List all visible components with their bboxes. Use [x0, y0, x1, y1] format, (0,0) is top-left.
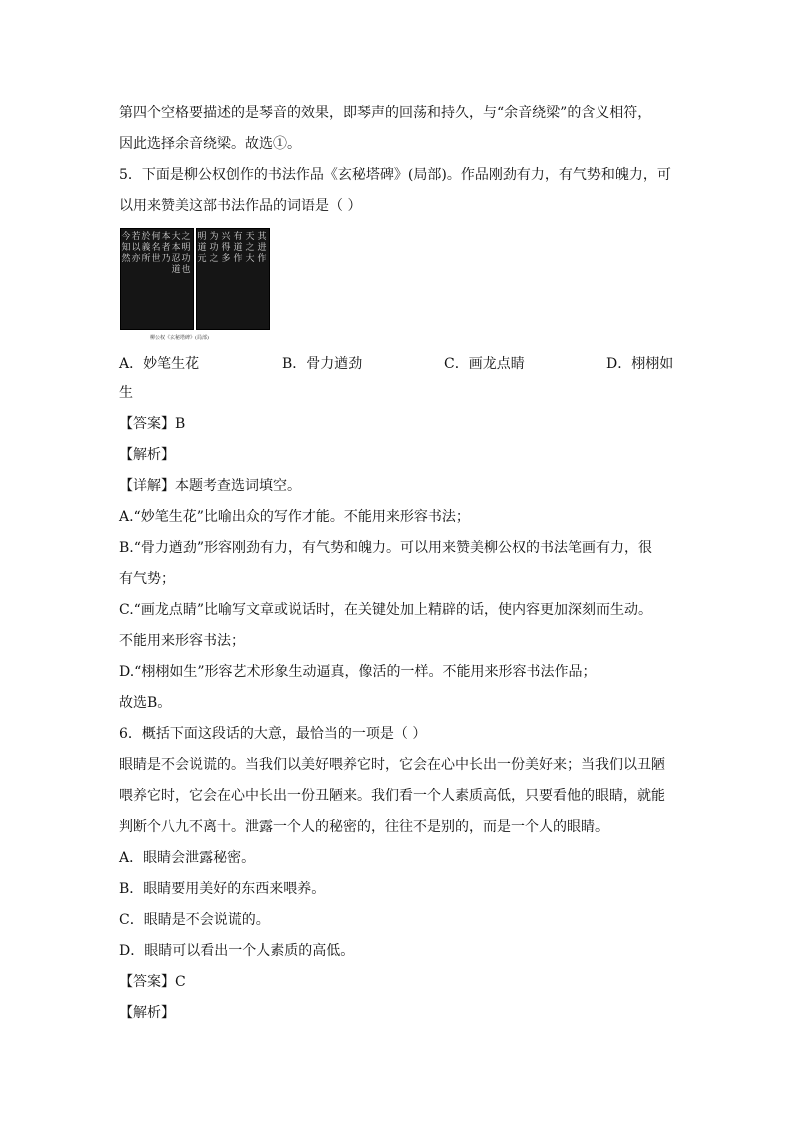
passage-line: 判断个八九不离十。泄露一个人的秘密的，往往不是别的，而是一个人的眼睛。 — [119, 819, 609, 835]
figure-caption: 柳公权《玄秘塔碑》(局部) — [150, 335, 209, 341]
option-c: C．画龙点睛 — [444, 356, 525, 372]
question-5-stem-cont: 以用来赞美这部书法作品的词语是（ ） — [119, 198, 362, 214]
answer-label: 【答案】C — [119, 974, 186, 990]
detail-line: C.“画龙点睛”比喻写文章或说话时，在关键处加上精辟的话，使内容更加深刻而生动。 — [119, 602, 652, 618]
rubbing-column: 若以亦 — [131, 232, 141, 264]
question-6-stem: 6．概括下面这段话的大意，最恰当的一项是（ ） — [119, 726, 427, 742]
detail-line: B.“骨力遒劲”形容刚劲有力，有气势和魄力。可以用来赞美柳公权的书法笔画有力，很 — [119, 540, 653, 556]
detail-line: A.“妙笔生花”比喻出众的写作才能。不能用来形容书法； — [119, 509, 470, 525]
passage-line: 眼睛是不会说谎的。当我们以美好喂养它时，它会在心中长出一份美好来；当我们以丑陋 — [119, 757, 665, 773]
rubbing-column: 何名世 — [151, 232, 161, 264]
option-b: B．眼睛要用美好的东西来喂养。 — [119, 881, 326, 897]
text-line: 因此选择余音绕梁。故选①。 — [119, 136, 301, 152]
rubbing-column: 有道作 — [233, 232, 243, 264]
option-b: B．骨力遒劲 — [282, 356, 363, 372]
rubbing-column: 兴得多 — [221, 232, 231, 264]
option-d-wrap: 生 — [119, 385, 133, 401]
calligraphy-rubbing-right — [196, 228, 270, 330]
rubbing-column: 今知然 — [121, 232, 131, 264]
option-d: D．栩栩如 — [606, 356, 674, 372]
rubbing-column: 本者乃 — [161, 232, 171, 264]
rubbing-column: 天之大 — [245, 232, 255, 264]
answer-label: 【答案】B — [119, 416, 186, 432]
option-c: C．眼睛是不会说谎的。 — [119, 912, 270, 928]
detail-line: 有气势； — [119, 571, 175, 587]
rubbing-column: 於義所 — [141, 232, 151, 264]
rubbing-column: 之明功也 — [181, 232, 191, 275]
analysis-label: 【解析】 — [119, 1005, 175, 1021]
rubbing-column: 大本忍道 — [171, 232, 181, 275]
rubbing-column: 明道元 — [197, 232, 207, 264]
option-a: A．眼睛会泄露秘密。 — [119, 850, 256, 866]
calligraphy-image — [120, 228, 272, 348]
rubbing-column: 为功之 — [209, 232, 219, 264]
rubbing-column: 其进作 — [257, 232, 267, 264]
detail-line: D.“栩栩如生”形容艺术形象生动逼真，像活的一样。不能用来形容书法作品； — [119, 664, 597, 680]
option-a: A．妙笔生花 — [119, 356, 200, 372]
analysis-label: 【解析】 — [119, 447, 175, 463]
detail-line: 故选B。 — [119, 695, 172, 711]
detail-line: 不能用来形容书法； — [119, 633, 245, 649]
calligraphy-rubbing-left — [120, 228, 194, 330]
question-5-stem: 5．下面是柳公权创作的书法作品《玄秘塔碑》(局部)。作品刚劲有力，有气势和魄力，可 — [119, 167, 671, 183]
question-5-options — [119, 353, 679, 371]
passage-line: 喂养它时，它会在心中长出一份丑陋来。我们看一个人素质高低，只要看他的眼睛，就能 — [119, 788, 665, 804]
detail-line: 【详解】本题考查选词填空。 — [119, 478, 301, 494]
text-line: 第四个空格要描述的是琴音的效果，即琴声的回荡和持久，与“余音绕梁”的含义相符， — [119, 105, 652, 121]
option-d: D．眼睛可以看出一个人素质的高低。 — [119, 943, 355, 959]
